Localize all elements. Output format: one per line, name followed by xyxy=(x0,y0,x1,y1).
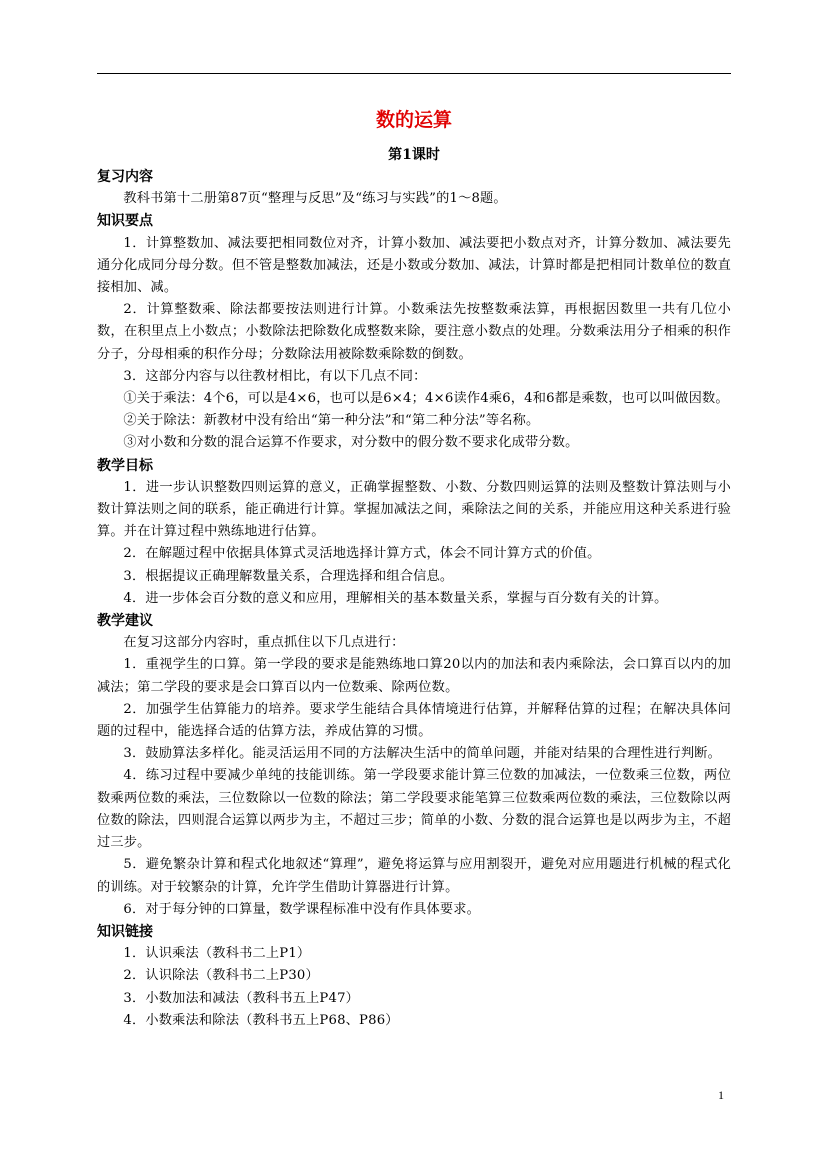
paragraph: 1．计算整数加、减法要把相同数位对齐，计算小数加、减法要把小数点对齐，计算分数加、减法要先通分化成同分母分数。但不管是整数加减法，还是小数或分数加、减法，计算时都是把相同计数单位的数直接相加、减。 xyxy=(97,235,731,296)
paragraph: 6．对于每分钟的口算量，数学课程标准中没有作具体要求。 xyxy=(123,901,481,917)
list-item: 3．小数加法和减法（教科书五上P47） xyxy=(123,990,360,1006)
paragraph: 在复习这部分内容时，重点抓住以下几点进行： xyxy=(123,635,405,651)
paragraph: 3．根据提议正确理解数量关系，合理选择和组合信息。 xyxy=(123,568,454,584)
section-teaching-suggestions xyxy=(97,610,731,921)
paragraph: 1．重视学生的口算。第一学段的要求是能熟练地口算20以内的加法和表内乘除法，会口算百以内的加减法；第二学段的要求是会口算百以内一位数乘、除两位数。 xyxy=(97,657,731,695)
page-number: 1 xyxy=(718,1088,724,1102)
paragraph: ①关于乘法：4个6，可以是4×6，也可以是6×4；4×6读作4乘6，4和6都是乘数，也可以叫做因数。 xyxy=(123,391,729,407)
list-item: 1．认识乘法（教科书二上P1） xyxy=(123,946,311,962)
paragraph: 2．在解题过程中依据具体算式灵活地选择计算方式，体会不同计算方式的价值。 xyxy=(123,546,601,562)
paragraph: 2．加强学生估算能力的培养。要求学生能结合具体情境进行估算，并解释估算的过程；在解决具体问题的过程中，能选择合适的估算方法，养成估算的习惯。 xyxy=(97,701,731,740)
section-heading: 教学建议 xyxy=(97,613,153,630)
paragraph: ③对小数和分数的混合运算不作要求，对分数中的假分数不要求化成带分数。 xyxy=(123,435,579,451)
list-item: 2．认识除法（教科书二上P30） xyxy=(123,968,319,984)
section-heading: 教学目标 xyxy=(97,457,153,474)
section-heading: 复习内容 xyxy=(97,169,153,185)
section-key-points xyxy=(97,210,731,454)
header-rule xyxy=(97,73,731,74)
document-body xyxy=(97,108,731,1032)
paragraph: 4．练习过程中要减少单纯的技能训练。第一学段要求能计算三位数的加减法，一位数乘三位数，两位数乘两位数的乘法，三位数除以一位数的除法；第二学段要求能笔算三位数乘两位数的乘法，三位数除以两位数的除法，四则混合运算以两步为主，不超过三步；简单的小数、分数的混合运算也是以两步为主，不超过三步。 xyxy=(97,768,731,851)
paragraph: 教科书第十二册第87页“整理与反思”及“练习与实践”的1～8题。 xyxy=(123,191,507,207)
section-review-content xyxy=(97,166,731,210)
paragraph: 3．鼓励算法多样化。能灵活运用不同的方法解决生活中的简单问题，并能对结果的合理性进行判断。 xyxy=(123,746,722,762)
list-item: 4．小数乘法和除法（教科书五上P68、P86） xyxy=(123,1012,399,1028)
section-teaching-goals xyxy=(97,455,731,610)
section-heading: 知识链接 xyxy=(97,923,153,940)
section-heading: 知识要点 xyxy=(97,213,153,230)
section-knowledge-links xyxy=(97,921,731,1032)
paragraph: 2．计算整数乘、除法都要按法则进行计算。小数乘法先按整数乘法算，再根据因数里一共有几位小数，在积里点上小数点；小数除法把除数化成整数来除，要注意小数点的处理。分数乘法用分子相乘的积作分子，分母相乘的积作分母；分数除法用被除数乘除数的倒数。 xyxy=(97,302,731,362)
paragraph: 5．避免繁杂计算和程式化地叙述“算理”，避免将运算与应用割裂开，避免对应用题进行机械的程式化的训练。对于较繁杂的计算，允许学生借助计算器进行计算。 xyxy=(97,857,731,895)
paragraph: 1．进一步认识整数四则运算的意义，正确掌握整数、小数、分数四则运算的法则及整数计算法则与小数计算法则之间的联系，能正确进行计算。掌握加减法之间，乘除法之间的关系，并能应用这种关系进行验算。并在计算过程中熟练地进行估算。 xyxy=(97,479,731,540)
page-title: 数的运算 xyxy=(375,109,452,131)
paragraph: ②关于除法：新教材中没有给出“第一种分法”和“第二种分法”等名称。 xyxy=(123,413,540,429)
paragraph: 4．进一步体会百分数的意义和应用，理解相关的基本数量关系，掌握与百分数有关的计算。 xyxy=(123,590,668,606)
paragraph: 3．这部分内容与以往教材相比，有以下几点不同： xyxy=(123,368,427,384)
lesson-subtitle: 第1课时 xyxy=(388,147,440,163)
